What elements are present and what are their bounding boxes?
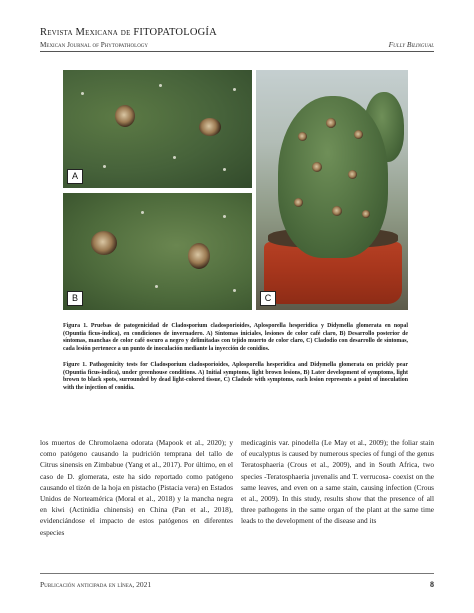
areole [159, 84, 162, 87]
figure-panel-c [256, 70, 408, 310]
caption-number-en: Figure 1. [63, 362, 87, 368]
areole [103, 165, 106, 168]
figure-caption-es [63, 323, 408, 353]
areole [223, 168, 226, 171]
areole [233, 88, 236, 91]
lesion-spot [312, 162, 322, 172]
page-number: 8 [430, 580, 434, 589]
lesion-spot [115, 105, 135, 127]
panel-label-c: C [260, 291, 276, 306]
lesion-spot [332, 206, 342, 216]
lesion-spot [199, 118, 221, 136]
lesion-spot [91, 231, 117, 255]
areole [155, 285, 158, 288]
lesion-spot [348, 170, 357, 179]
footer-rule [40, 573, 434, 574]
lesion-spot [326, 118, 336, 128]
body-column-left [40, 437, 233, 538]
lesion-spot [294, 198, 303, 207]
panel-label-b: B [67, 291, 83, 306]
figure-panel-b [63, 193, 252, 310]
caption-number-es: Figura 1. [63, 323, 88, 329]
header-rule [40, 51, 434, 52]
areole [223, 215, 226, 218]
body-column-right [241, 437, 434, 527]
panel-label-a: A [67, 169, 83, 184]
areole [141, 211, 144, 214]
areole [173, 156, 176, 159]
figure-panel-a [63, 70, 252, 188]
footer-publication-note: Publicación anticipada en línea, 2021 [40, 580, 152, 589]
body-text-es: los muertos de Chromolaena odorata (Mapook et al., 2020); y como patógeno causando la pudrición temprana del tallo de Citrus sinensis en Zimbabue (Yang et al., 2017). Por último, en el caso de D. glomerata, este ha sido reportado como patógeno causando el tizón de la hoja en pistacho (Pistacia vera) en Estados Unidos de Norteamérica (Moral et al., 2018) y la mancha negra en kiwi (Actinidia chinensis) en China (Pan et al., 2018), evidenciándose el impacto de estos patógenos en diferentes especies [40, 438, 233, 537]
caption-text-en: Pathogenicity tests for Cladosporium cladosporioides, Aplosporella hesperidica and Didymella glomerata on prickly pear (Opuntia ficus-indica), under greenhouse conditions. A) Initial symptoms, light brown lesions, B) Later development of symptoms, light brown to black spots, surrounded by dead light-colored tissue, C) Cladode with symptoms, each lesion represents a point of inoculation with the injection of conidia. [63, 362, 408, 391]
section-label: Fully Bilingual [388, 40, 434, 49]
areole [81, 92, 84, 95]
areole [233, 289, 236, 292]
figure-caption-en [63, 362, 408, 392]
lesion-spot [298, 132, 307, 141]
body-text-en: medicaginis var. pinodella (Le May et al., 2009); the foliar stain of eucalyptus is caused by numerous species of fungi of the genus Teratosphaeria (Crous et al., 2009), and in South Africa, two species -Teratosphaeria juvenalis and T. verrucosa- coexist on the same leaves, and even on a same stain, causing infection (Crous et al., 2009). In this study, results show that the presence of all three pathogens in the same organ of the plant at the same time leads to the development of the disease and its [241, 438, 434, 526]
lesion-spot [188, 243, 210, 269]
journal-subtitle: Mexican Journal of Phytopathology [40, 41, 149, 49]
caption-text-es: Pruebas de patogenicidad de Cladosporium cladosporioides, Aplosporella hesperidica y Didymella glomerata en nopal (Opuntia ficus-indica), en condiciones de invernadero. A) Síntomas iniciales, lesiones de color café claro, B) Desarrollo posterior de síntomas, manchas de color café oscuro a negro y delimitadas con tejido muerto de color claro, C) Cladodio con desarrollo de síntomas, cada lesión pertenece a un punto de inoculación mediante la inyección de conidios. [63, 323, 408, 352]
lesion-spot [362, 210, 370, 218]
lesion-spot [354, 130, 363, 139]
journal-title: Revista Mexicana de FITOPATOLOGÍA [40, 27, 217, 38]
